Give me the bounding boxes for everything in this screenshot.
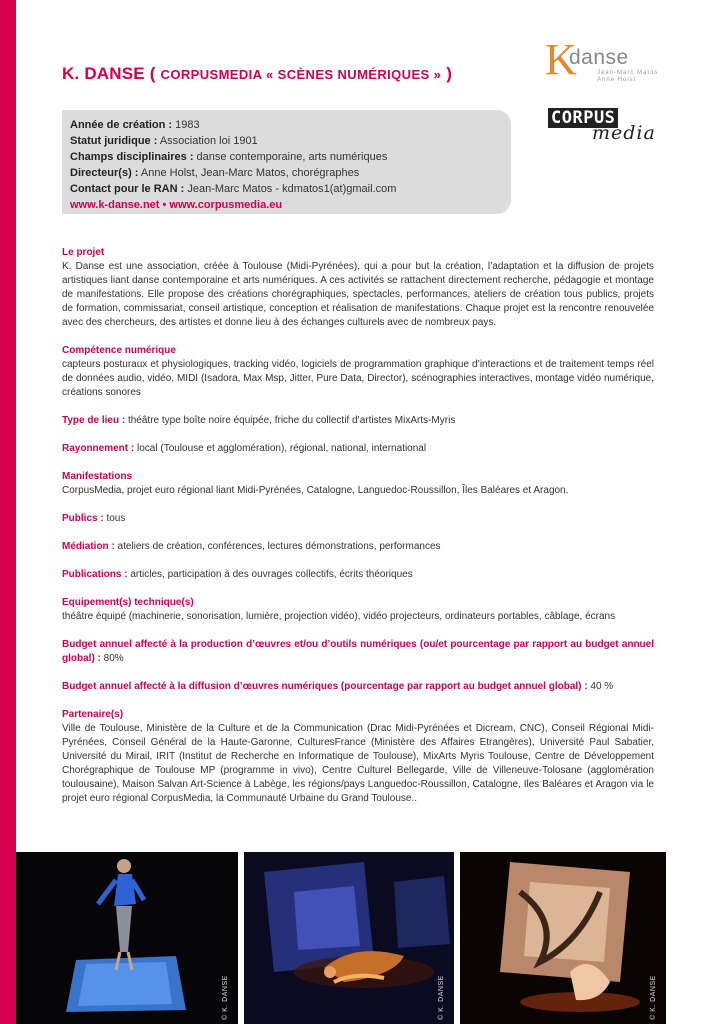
corpusmedia-logo — [548, 104, 668, 144]
title-sub: CORPUSMEDIA « SCÈNES NUMÉRIQUES » — [160, 67, 442, 82]
publics-text: tous — [103, 513, 126, 524]
directeur-line — [70, 165, 503, 181]
champs-value: danse contemporaine, arts numériques — [193, 151, 388, 163]
publications-heading: Publications : — [62, 569, 128, 580]
manif-heading: Manifestations — [62, 471, 133, 482]
kdanse-logo-k: K — [545, 35, 577, 84]
mediation-heading: Médiation : — [62, 541, 115, 552]
section-rayonnement — [62, 442, 654, 456]
website-links[interactable]: www.k-danse.net • www.corpusmedia.eu — [70, 199, 283, 211]
photo-dancer-blue-floor — [16, 852, 238, 1024]
budget-prod-heading: Budget annuel affecté à la production d’œuvres et/ou d’outils numériques (ou/et pourcentage par rapport au budget annuel global) : — [62, 639, 654, 664]
partenaires-heading: Partenaire(s) — [62, 709, 124, 720]
annee-value: 1983 — [172, 119, 200, 131]
corpus-logo-word: CORPUS — [548, 108, 618, 128]
publics-heading: Publics : — [62, 513, 104, 524]
photo1-credit: © K. DANSE — [222, 975, 229, 1020]
projet-text: K. Danse est une association, créée à Toulouse (Midi-Pyrénées), qui a pour but la création, l’adaptation et la diffusion de projets artistiques liant danse contemporaine et arts numériques. A ces activités se rattachent directement recherche, pédagogie et montage de manifestations. Elle propose des créations chorégraphiques, spectacles, performances, ateliers de création tous publics, projets de formation, commissariat, conseil artistique, conception et réalisation de manifestations. Chaque projet est la rencontre renouvelée avec des chercheurs, des artistes et donne lieu à des échanges culturels avec de nombreux pays. — [62, 261, 654, 328]
champs-label: Champs disciplinaires : — [70, 151, 194, 163]
directeur-value: Anne Holst, Jean-Marc Matos, chorégraphes — [138, 167, 360, 179]
section-mediation — [62, 540, 654, 554]
equipement-text: théâtre équipé (machinerie, sonorisation, lumière, projection vidéo), vidéo projecteurs, ordinateurs portables, câblage, écrans — [62, 611, 616, 622]
contact-label: Contact pour le RAN : — [70, 183, 185, 195]
section-publications — [62, 568, 654, 582]
section-projet — [62, 246, 654, 330]
section-partenaires — [62, 708, 654, 806]
budget-prod-value: 80% — [100, 653, 124, 664]
title-end: ) — [441, 64, 453, 83]
annee-line — [70, 117, 503, 133]
champs-line — [70, 149, 503, 165]
projet-heading: Le projet — [62, 247, 105, 258]
publications-text: articles, participation à des ouvrages collectifs, écrits théoriques — [127, 569, 413, 580]
photo-strip — [16, 852, 725, 1024]
statut-line — [70, 133, 503, 149]
lieu-heading: Type de lieu : — [62, 415, 126, 426]
annee-label: Année de création : — [70, 119, 173, 131]
side-accent-bar — [0, 0, 16, 1024]
contact-line — [70, 181, 503, 197]
kdanse-logo — [545, 35, 667, 84]
competence-heading: Compétence numérique — [62, 345, 176, 356]
statut-value: Association loi 1901 — [157, 135, 258, 147]
section-manifestations — [62, 470, 654, 498]
page-title — [62, 64, 452, 84]
rayonnement-text: local (Toulouse et agglomération), régional, national, international — [134, 443, 427, 454]
manif-text: CorpusMedia, projet euro régional liant Midi-Pyrénées, Catalogne, Languedoc-Roussillon, Îles Baléares et Aragon. — [62, 485, 569, 496]
statut-label: Statut juridique : — [70, 135, 158, 147]
kdanse-logo-names: Jean-Marc Matos Anne Holst — [597, 70, 659, 83]
kdanse-logo-word: danse — [569, 46, 629, 69]
section-competence — [62, 344, 654, 400]
section-equipement — [62, 596, 654, 624]
section-lieu — [62, 414, 654, 428]
budget-diff-value: 40 % — [587, 681, 614, 692]
contact-value: Jean-Marc Matos - kdmatos1(at)gmail.com — [184, 183, 397, 195]
section-budget-diffusion — [62, 680, 654, 694]
competence-text: capteurs posturaux et physiologiques, tracking vidéo, logiciels de programmation graphique d’interactions et de traitement temps réel de données audio, vidéo, MIDI (Isadora, Max Msp, Jitter, Pure Data, Director), scénographies interactives, montage vidéo numérique, créations sonores — [62, 359, 654, 398]
photo3-credit: © K. DANSE — [650, 975, 657, 1020]
partenaires-text: Ville de Toulouse, Ministère de la Culture et de la Communication (Drac Midi-Pyrénées et Dicream, CNC), Conseil Régional Midi-Pyrénées, Conseil Général de la Haute-Garonne, CulturesFrance (Ministère des Affaires Etrangères), Université Paul Sabatier, Université du Mirail, IRIT (Institut de Recherche en Informatique de Toulouse), MixArts Myris Toulouse, Centre de Développement Chorégraphique de Toulouse MP (programme in vivo), Centre Culturel Bellegarde, Ville de Villeneuve-Tolosane (agglomération toulousaine), Maison Salvan Art-Science à Labège, les régions/pays Languedoc-Roussillon, Catalogne, Iles Baléares et Aragon via le projet euro régional CorpusMedia, la Communauté Urbaine du Grand Toulouse.. — [62, 723, 654, 804]
main-content — [62, 246, 654, 820]
photo-dancer-floor-light — [244, 852, 454, 1024]
rayonnement-heading: Rayonnement : — [62, 443, 135, 454]
media-logo-word: media — [592, 122, 656, 144]
mediation-text: ateliers de création, conférences, lectures démonstrations, performances — [114, 541, 441, 552]
title-main: K. DANSE ( — [62, 64, 161, 83]
info-box — [62, 110, 511, 214]
budget-diff-heading: Budget annuel affecté à la diffusion d’œuvres numériques (pourcentage par rapport au budget annuel global) : — [62, 681, 588, 692]
photo-dancer-projection — [460, 852, 666, 1024]
lieu-text: théâtre type boîte noire équipée, friche du collectif d’artistes MixArts-Myris — [125, 415, 456, 426]
equipement-heading: Equipement(s) technique(s) — [62, 597, 194, 608]
directeur-label: Directeur(s) : — [70, 167, 139, 179]
section-budget-production — [62, 638, 654, 666]
photo2-credit: © K. DANSE — [438, 975, 445, 1020]
section-publics — [62, 512, 654, 526]
